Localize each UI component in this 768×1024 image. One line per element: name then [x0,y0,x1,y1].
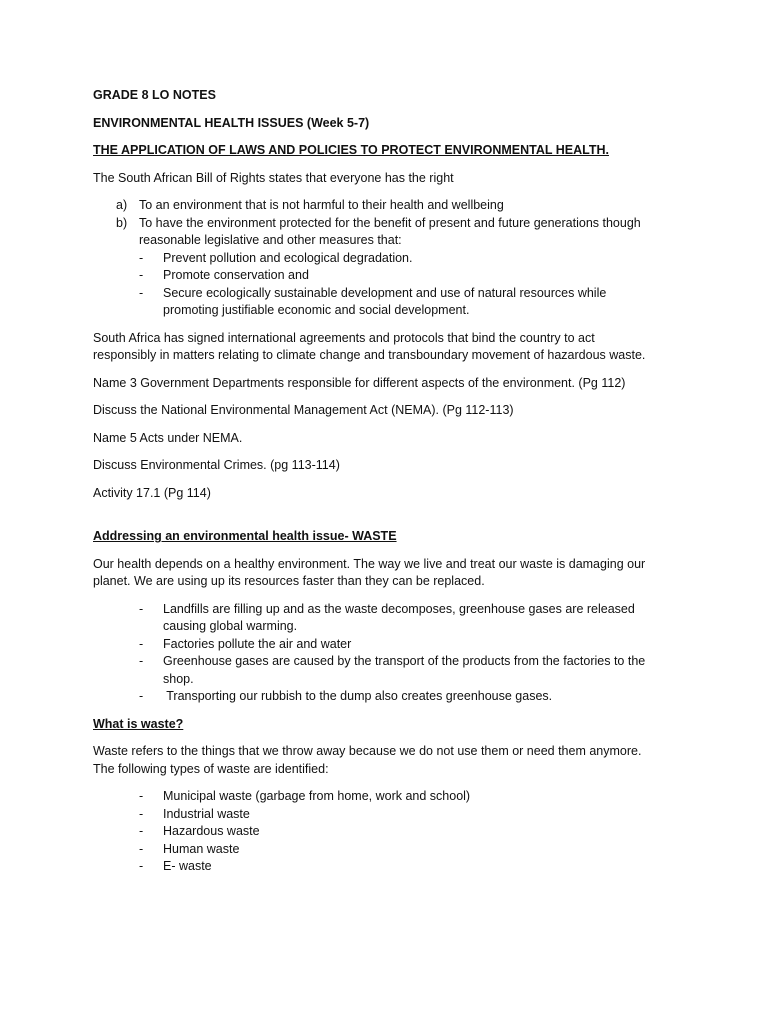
waste-type-item [93,823,693,841]
waste-point-item [93,636,693,654]
waste-type-item [93,858,693,876]
section-heading-laws: THE APPLICATION OF LAWS AND POLICIES TO PROTECT ENVIRONMENTAL HEALTH. [93,143,609,157]
agreements-text: responsibly in matters relating to climate change and transboundary movement of hazardous waste. [93,348,646,362]
task-item: Name 3 Government Departments responsible for different aspects of the environment. (Pg 112) [93,375,626,390]
list-marker: - [139,285,144,300]
waste-point-item [93,688,693,706]
list-item-text: reasonable legislative and other measures that: [139,233,402,247]
list-item-text: Prevent pollution and ecological degradation. [163,250,413,265]
list-marker: - [139,654,144,668]
list-marker: a) [116,198,128,212]
section-heading-what-is-waste: What is waste? [93,716,184,731]
list-item-text: E- waste [163,859,212,873]
list-item-text: Landfills are filling up and as the waste decomposes, greenhouse gases are released [163,601,635,616]
rights-list-item [93,197,693,215]
list-item-text: Greenhouse gases are caused by the transport of the products from the factories to the [163,654,646,668]
waste-type-item [93,788,693,806]
list-item-text: promoting justifiable economic and social development. [163,303,470,317]
list-item-text: To an environment that is not harmful to their health and wellbeing [139,198,504,212]
task-item: Discuss Environmental Crimes. (pg 113-114) [93,458,340,472]
waste-type-item [93,841,693,859]
waste-type-item [93,806,693,824]
bill-of-rights-intro: The South African Bill of Rights states that everyone has the right [93,170,454,185]
list-marker: - [139,268,144,282]
list-item-text: To have the environment protected for the benefit of present and future generations though [139,215,641,230]
list-item-text: Transporting our rubbish to the dump also creates greenhouse gases. [163,689,553,703]
agreements-text: South Africa has signed international agreements and protocols that bind the country to act [93,330,595,345]
list-item-text: Municipal waste (garbage from home, work and school) [163,789,471,803]
waste-point-item [93,601,693,636]
measures-list-item [93,267,693,285]
rights-list [93,197,693,250]
waste-point-item [93,653,693,688]
list-item-text: causing global warming. [163,619,298,633]
list-marker: - [139,689,144,703]
list-item-text: Promote conservation and [163,268,309,282]
waste-intro-text: Our health depends on a healthy environment. The way we live and treat our waste is damaging our [93,556,646,571]
document-subtitle: ENVIRONMENTAL HEALTH ISSUES (Week 5-7) [93,115,370,130]
list-marker: - [139,824,144,838]
document-title: GRADE 8 LO NOTES [93,88,216,102]
rights-list-item [93,215,693,250]
list-marker: - [139,601,144,616]
list-marker: b) [116,215,128,230]
list-marker: - [139,250,144,265]
list-marker: - [139,841,144,856]
waste-intro-text: planet. We are using up its resources faster than they can be replaced. [93,574,485,588]
task-item: Discuss the National Environmental Management Act (NEMA). (Pg 112-113) [93,403,514,417]
measures-list-item [93,250,693,268]
list-marker: - [139,789,144,803]
list-item-text: Secure ecologically sustainable development and use of natural resources while [163,285,607,300]
list-marker: - [139,859,144,873]
list-marker: - [139,636,144,651]
what-is-waste-text: The following types of waste are identified: [93,761,329,776]
list-item-text: Factories pollute the air and water [163,636,352,651]
document-page [93,87,693,876]
what-is-waste-text: Waste refers to the things that we throw away because we do not use them or need them anymore. [93,744,642,758]
waste-types-list [93,788,693,876]
list-marker: - [139,806,144,821]
list-item-text: Industrial waste [163,806,250,821]
list-item-text: Human waste [163,841,240,856]
measures-list [93,250,693,320]
section-heading-waste: Addressing an environmental health issue- WASTE [93,529,397,543]
waste-points-list [93,601,693,706]
measures-list-item [93,285,693,320]
list-item-text: shop. [163,671,194,686]
task-item: Name 5 Acts under NEMA. [93,430,243,445]
task-item: Activity 17.1 (Pg 114) [93,485,211,500]
list-item-text: Hazardous waste [163,824,260,838]
